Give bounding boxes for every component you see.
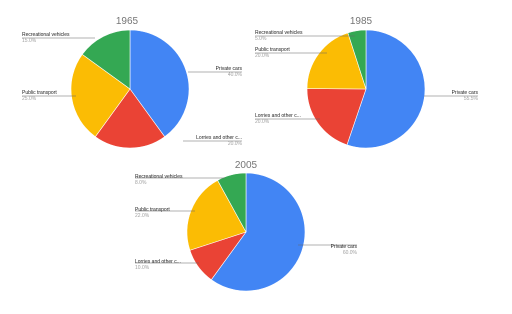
- slice-label-public-transport: [22, 90, 76, 102]
- slice-value: 20.0%: [255, 53, 270, 59]
- chart-title: 2005: [234, 160, 258, 171]
- chart-title: 1965: [115, 16, 139, 27]
- slice-label-recreational-vehicles: [22, 32, 95, 44]
- slice-value: 40.0%: [227, 72, 242, 78]
- pie-slices: [71, 30, 189, 148]
- slice-value: 22.0%: [135, 213, 150, 219]
- slice-label-lorries: [183, 135, 243, 147]
- slice-value: 20.0%: [227, 141, 242, 147]
- slice-value: 8.0%: [135, 180, 147, 186]
- slice-name: Private cars: [451, 90, 478, 96]
- slice-label-lorries: [135, 259, 199, 271]
- slice-label-private-cars: [188, 66, 243, 78]
- slice-name: Lorries and other c...: [255, 113, 301, 119]
- slice-value: 25.0%: [22, 96, 37, 102]
- pie-chart-1965: [22, 16, 243, 148]
- slice-label-lorries: [255, 113, 320, 125]
- slice-name: Recreational vehicles: [255, 30, 303, 36]
- pie-chart-1985: [255, 16, 479, 148]
- slice-name: Public transport: [255, 47, 290, 53]
- slice-name: Private cars: [215, 66, 242, 72]
- pie-chart-2005: [135, 160, 358, 291]
- slice-name: Private cars: [330, 244, 357, 250]
- slice-name: Recreational vehicles: [135, 174, 183, 180]
- slice-label-private-cars: [424, 90, 479, 102]
- slice-name: Lorries and other c...: [135, 259, 181, 265]
- pie-slices: [187, 173, 305, 291]
- slice-label-private-cars: [298, 244, 358, 256]
- slice-value: 5.0%: [255, 36, 267, 42]
- slice-value: 55.5%: [463, 96, 478, 102]
- slice-name: Recreational vehicles: [22, 32, 70, 38]
- slice-name: Public transport: [22, 90, 57, 96]
- slice-value: 60.0%: [342, 250, 357, 256]
- slice-value: 15.0%: [22, 38, 37, 44]
- slice-value: 10.0%: [135, 265, 150, 271]
- slice-name: Public transport: [135, 207, 170, 213]
- pie-slices: [307, 30, 425, 148]
- slice-value: 20.0%: [255, 119, 270, 125]
- chart-title: 1985: [349, 16, 373, 27]
- slice-label-public-transport: [135, 207, 195, 219]
- slice-name: Lorries and other c...: [196, 135, 242, 141]
